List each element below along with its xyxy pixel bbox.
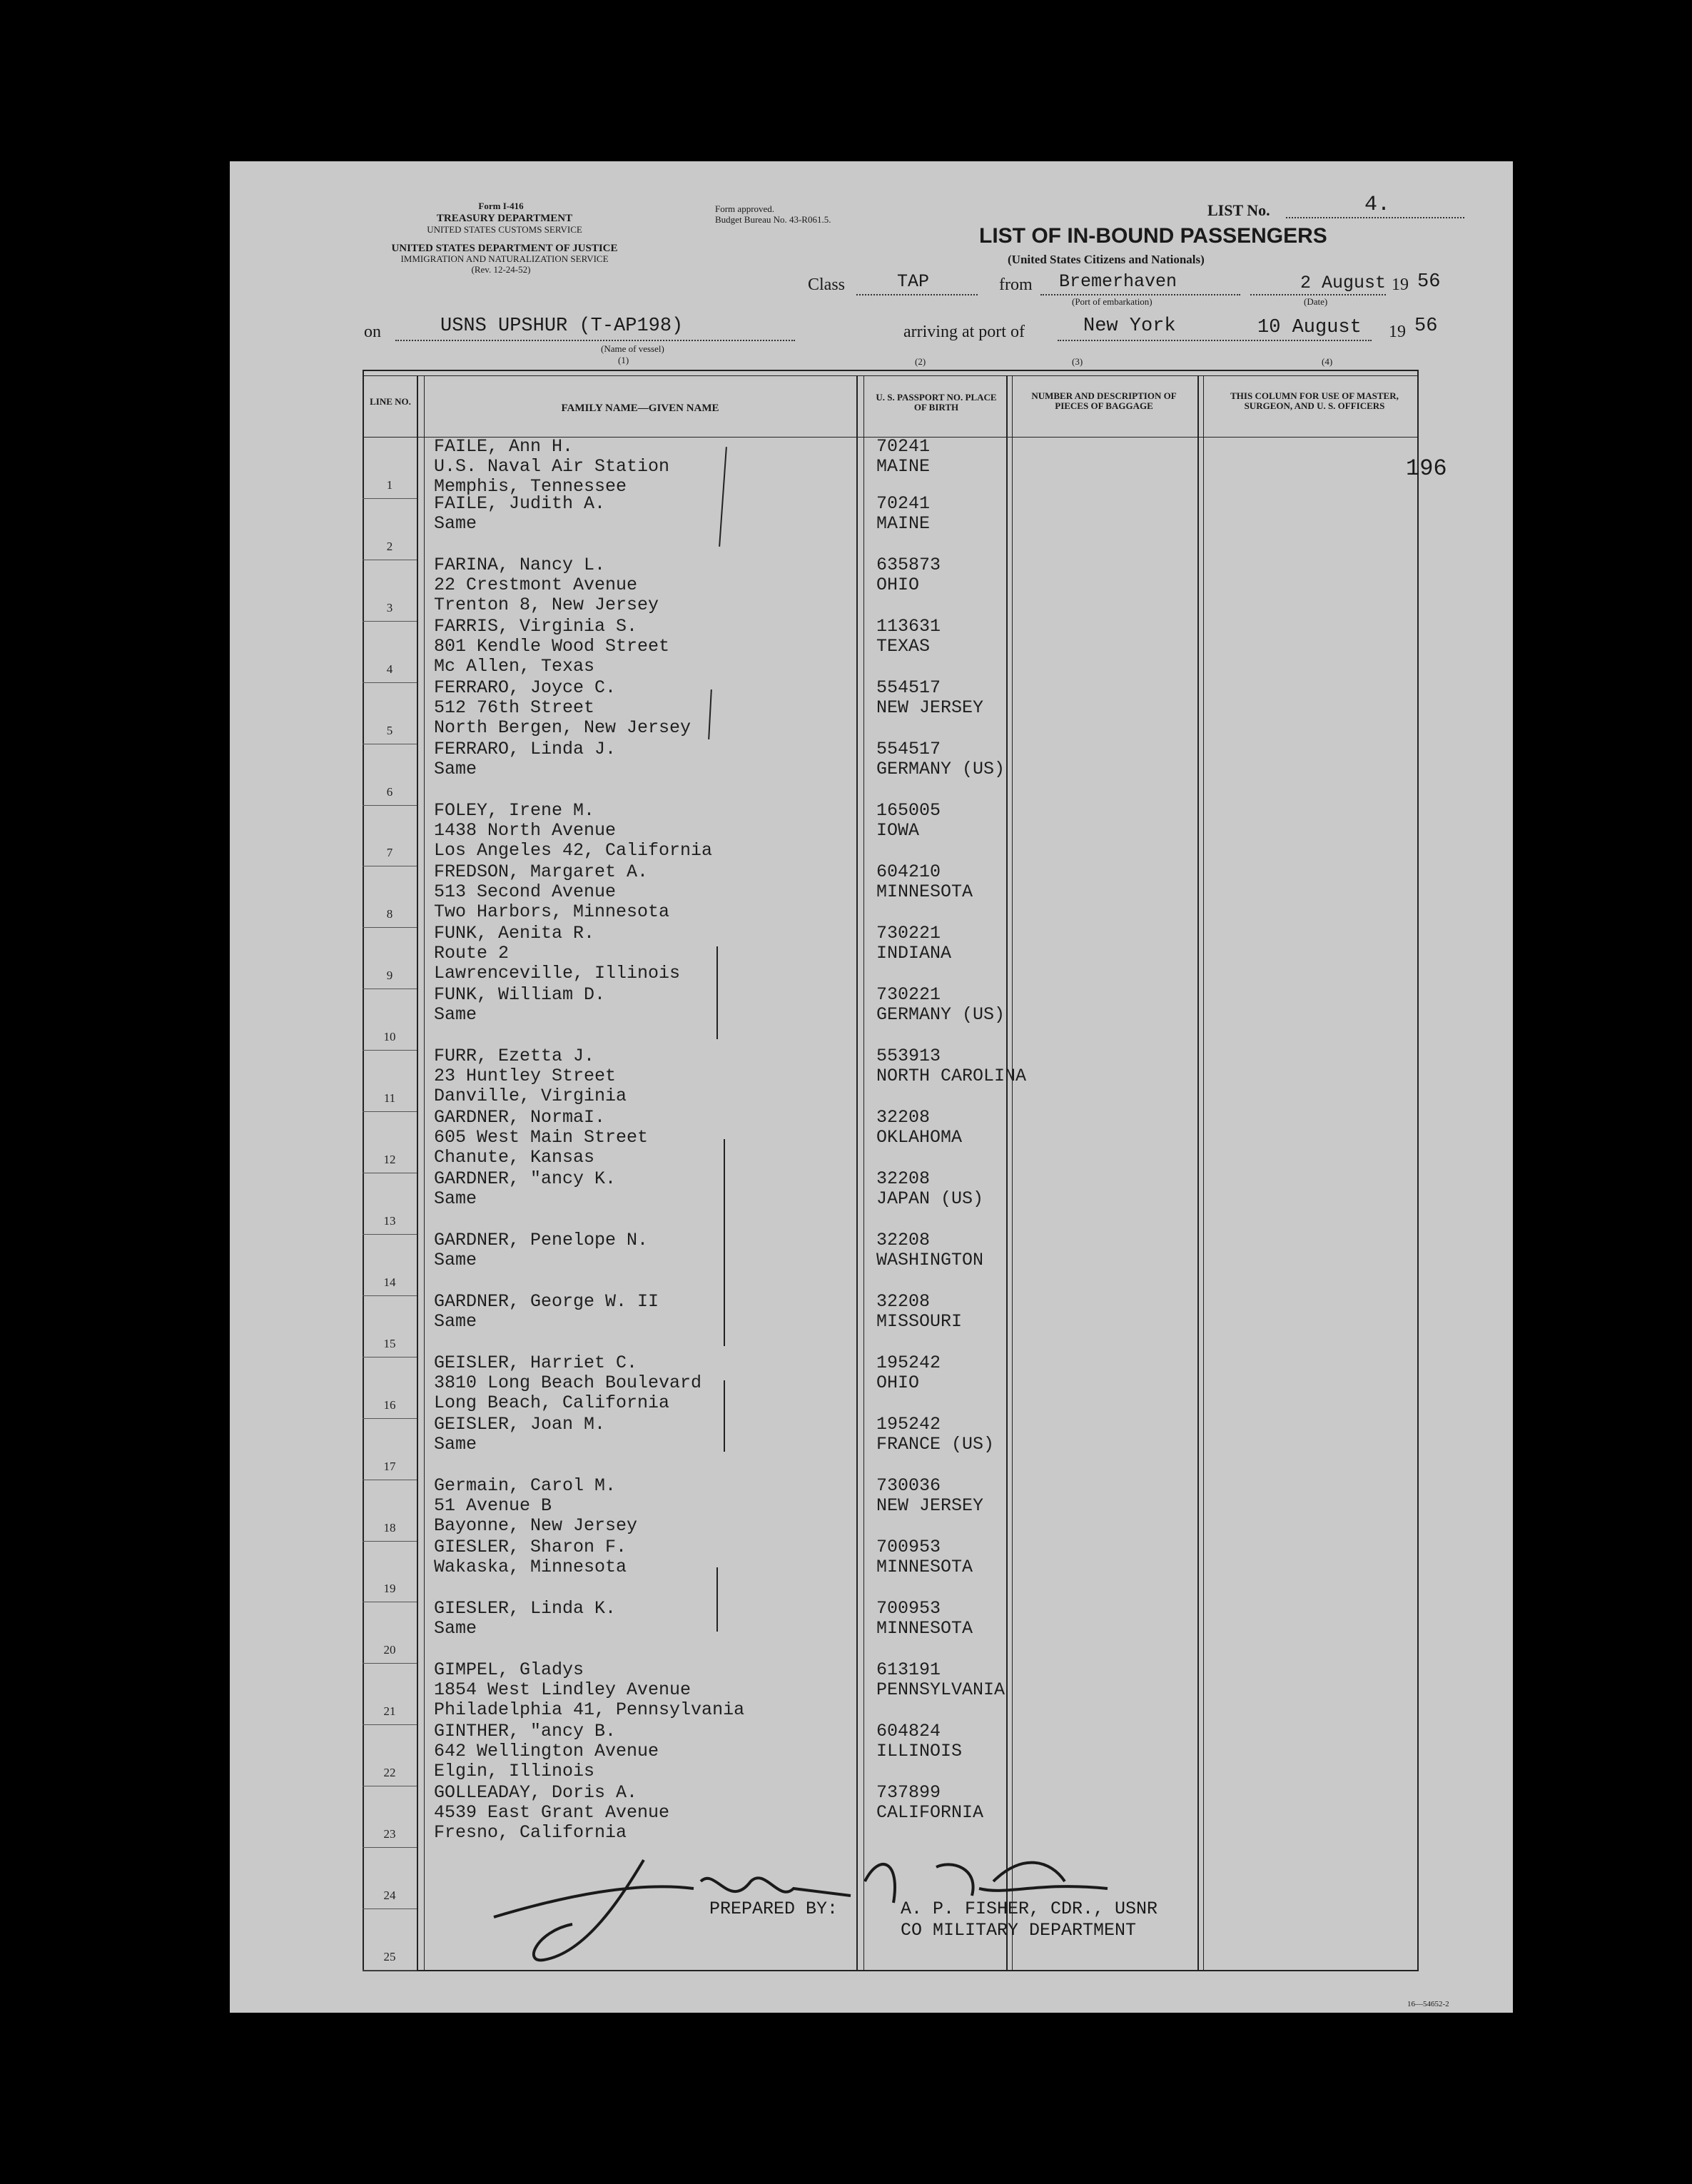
passenger-name: FOLEY, Irene M. xyxy=(434,800,595,821)
line-number: 19 xyxy=(383,1582,396,1596)
passenger-address-line1: 605 West Main Street xyxy=(434,1127,649,1148)
arrival-year-prefix: 19 xyxy=(1389,323,1406,341)
line-number: 9 xyxy=(386,969,393,983)
line-separator xyxy=(363,1970,417,1971)
passenger-address-line1: Same xyxy=(434,1250,477,1270)
line-number: 21 xyxy=(383,1704,396,1719)
passenger-name: GARDNER, George W. II xyxy=(434,1291,659,1312)
prepared-by-name: A. P. FISHER, CDR., USNR xyxy=(901,1899,1158,1919)
passenger-address-line1: Same xyxy=(434,1188,477,1209)
passenger-address-line1: U.S. Naval Air Station xyxy=(434,456,670,477)
budget-bureau: Budget Bureau No. 43-R061.5. xyxy=(715,214,831,225)
passenger-address-line2: Philadelphia 41, Pennsylvania xyxy=(434,1699,745,1720)
line-number: 17 xyxy=(383,1459,396,1473)
embarkation-port: Bremerhaven xyxy=(1059,271,1177,292)
passenger-name: FAILE, Judith A. xyxy=(434,493,606,514)
passenger-name: FERRARO, Linda J. xyxy=(434,739,617,759)
passenger-address-line1: 512 76th Street xyxy=(434,697,595,718)
line-separator xyxy=(363,1050,417,1051)
passenger-address-line2: Elgin, Illinois xyxy=(434,1761,595,1781)
place-of-birth: JAPAN (US) xyxy=(876,1188,984,1209)
passenger-name: FARINA, Nancy L. xyxy=(434,555,606,575)
arrival-port: New York xyxy=(1083,315,1176,337)
embark-year: 56 xyxy=(1417,271,1441,293)
passenger-address-line1: 1438 North Avenue xyxy=(434,820,617,841)
passenger-name: FUNK, Aenita R. xyxy=(434,923,595,944)
passenger-address-line1: 1854 West Lindley Avenue xyxy=(434,1679,692,1700)
place-of-birth: GERMANY (US) xyxy=(876,1004,1005,1025)
passenger-name: GIMPEL, Gladys xyxy=(434,1659,584,1680)
line-separator xyxy=(363,1418,417,1419)
line-number: 13 xyxy=(383,1213,396,1228)
line-separator xyxy=(363,1724,417,1725)
passenger-name: GIESLER, Sharon F. xyxy=(434,1537,627,1557)
line-number: 20 xyxy=(383,1643,396,1657)
place-of-birth: NORTH CAROLINA xyxy=(876,1066,1027,1086)
passport-number: 700953 xyxy=(876,1537,941,1557)
place-of-birth: CALIFORNIA xyxy=(876,1802,984,1823)
passenger-name: GARDNER, Penelope N. xyxy=(434,1230,649,1250)
passenger-name: GINTHER, "ancy B. xyxy=(434,1721,617,1741)
prepared-by-label: PREPARED BY: xyxy=(709,1899,839,1919)
place-of-birth: OHIO xyxy=(876,575,920,595)
line-number: 3 xyxy=(386,600,393,615)
treasury-dept: TREASURY DEPARTMENT xyxy=(436,213,573,224)
passenger-address-line2: Los Angeles 42, California xyxy=(434,840,713,861)
list-no-value: 4. xyxy=(1364,193,1391,217)
line-number: 15 xyxy=(383,1336,396,1350)
passenger-name: Germain, Carol M. xyxy=(434,1475,617,1496)
passenger-name: GEISLER, Harriet C. xyxy=(434,1353,638,1373)
line-number: 22 xyxy=(383,1766,396,1780)
passenger-name: GIESLER, Linda K. xyxy=(434,1598,617,1619)
place-of-birth: ILLINOIS xyxy=(876,1741,963,1761)
place-of-birth: WASHINGTON xyxy=(876,1250,984,1270)
date-caption: (Date) xyxy=(1304,296,1328,307)
customs-service: UNITED STATES CUSTOMS SERVICE xyxy=(427,224,582,235)
place-of-birth: GERMANY (US) xyxy=(876,759,1005,779)
passenger-address-line1: Same xyxy=(434,1434,477,1455)
line-separator xyxy=(363,927,417,928)
passenger-list-form xyxy=(230,161,1513,2013)
line-separator xyxy=(363,1357,417,1358)
list-no-label: LIST No. xyxy=(1207,201,1270,219)
embarkation-date: 2 August xyxy=(1300,273,1387,293)
page-title: LIST OF IN-BOUND PASSENGERS xyxy=(979,224,1327,248)
passenger-table-body xyxy=(363,437,1419,1970)
officer-note: 196 xyxy=(1406,455,1447,482)
header-officers: THIS COLUMN FOR USE OF MASTER, SURGEON, AND U. S. OFFICERS xyxy=(1230,390,1399,411)
line-separator xyxy=(363,621,417,622)
arrival-date: 10 August xyxy=(1257,317,1362,338)
passenger-address-line1: 3810 Long Beach Boulevard xyxy=(434,1372,702,1393)
passenger-address-line2: North Bergen, New Jersey xyxy=(434,717,692,738)
line-number: 4 xyxy=(386,662,393,676)
line-number: 11 xyxy=(383,1091,396,1106)
line-number: 23 xyxy=(383,1827,396,1841)
header-line-no: LINE NO. xyxy=(370,396,411,407)
passport-number: 32208 xyxy=(876,1230,931,1250)
pen-bracket-mark xyxy=(724,1380,725,1452)
passenger-address-line2: Chanute, Kansas xyxy=(434,1147,595,1168)
passenger-address-line2: Danville, Virginia xyxy=(434,1086,627,1106)
arrival-year: 56 xyxy=(1414,315,1438,337)
passenger-address-line2: Lawrenceville, Illinois xyxy=(434,963,681,984)
place-of-birth: PENNSYLVANIA xyxy=(876,1679,1005,1700)
form-number: Form I-416 xyxy=(478,201,524,211)
port-caption: (Port of embarkation) xyxy=(1072,296,1153,307)
class-label: Class xyxy=(808,275,846,294)
header-name: FAMILY NAME—GIVEN NAME xyxy=(561,403,719,414)
line-number: 5 xyxy=(386,723,393,737)
passenger-address-line1: 23 Huntley Street xyxy=(434,1066,617,1086)
passport-number: 635873 xyxy=(876,555,941,575)
line-separator xyxy=(363,1111,417,1112)
passenger-address-line2: Memphis, Tennessee xyxy=(434,476,627,497)
class-value: TAP xyxy=(897,271,930,292)
passenger-address-line1: Same xyxy=(434,1004,477,1025)
line-number: 12 xyxy=(383,1153,396,1167)
line-number: 16 xyxy=(383,1397,396,1412)
place-of-birth: NEW JERSEY xyxy=(876,1495,984,1516)
passport-number: 730221 xyxy=(876,923,941,944)
passport-number: 554517 xyxy=(876,677,941,698)
passenger-address-line1: Route 2 xyxy=(434,943,510,964)
vessel-name: USNS UPSHUR (T-AP198) xyxy=(440,315,684,337)
passenger-address-line1: Wakaska, Minnesota xyxy=(434,1557,627,1577)
line-separator xyxy=(363,498,417,499)
passenger-address-line2: Trenton 8, New Jersey xyxy=(434,595,659,615)
passenger-name: FARRIS, Virginia S. xyxy=(434,616,638,637)
passenger-address-line1: Same xyxy=(434,1311,477,1332)
passport-number: 195242 xyxy=(876,1353,941,1373)
line-separator xyxy=(363,682,417,683)
passport-number: 113631 xyxy=(876,616,941,637)
passenger-address-line1: Same xyxy=(434,759,477,779)
passport-number: 700953 xyxy=(876,1598,941,1619)
passport-number: 70241 xyxy=(876,436,931,457)
line-separator xyxy=(363,1847,417,1848)
passport-number: 554517 xyxy=(876,739,941,759)
place-of-birth: MISSOURI xyxy=(876,1311,963,1332)
place-of-birth: MINNESOTA xyxy=(876,1557,973,1577)
place-of-birth: MAINE xyxy=(876,456,931,477)
handwritten-signature xyxy=(480,1839,1122,1981)
pen-bracket-mark xyxy=(716,946,718,1039)
passenger-name: FERRARO, Joyce C. xyxy=(434,677,617,698)
passport-number: 613191 xyxy=(876,1659,941,1680)
line-separator xyxy=(363,1295,417,1296)
form-approved: Form approved. xyxy=(715,203,775,214)
passenger-address-line1: 4539 East Grant Avenue xyxy=(434,1802,670,1823)
passenger-address-line2: Mc Allen, Texas xyxy=(434,656,595,677)
passport-number: 730036 xyxy=(876,1475,941,1496)
line-number: 25 xyxy=(383,1950,396,1963)
line-separator xyxy=(363,805,417,806)
vessel-caption: (Name of vessel) xyxy=(601,343,664,354)
passenger-name: GARDNER, NormaI. xyxy=(434,1107,606,1128)
place-of-birth: TEXAS xyxy=(876,636,931,657)
passport-number: 32208 xyxy=(876,1107,931,1128)
justice-dept: UNITED STATES DEPARTMENT OF JUSTICE xyxy=(391,243,618,254)
form-print-code: 16—54652-2 xyxy=(1407,2000,1449,2008)
passenger-address-line1: Same xyxy=(434,1618,477,1639)
place-of-birth: OKLAHOMA xyxy=(876,1127,963,1148)
header-baggage: NUMBER AND DESCRIPTION OF PIECES OF BAGGAGE xyxy=(1031,390,1177,411)
place-of-birth: MINNESOTA xyxy=(876,1618,973,1639)
passport-number: 195242 xyxy=(876,1414,941,1435)
prepared-by-title: CO MILITARY DEPARTMENT xyxy=(901,1920,1137,1941)
passenger-address-line1: 513 Second Avenue xyxy=(434,881,617,902)
place-of-birth: IOWA xyxy=(876,820,920,841)
passport-number: 70241 xyxy=(876,493,931,514)
form-revision: (Rev. 12-24-52) xyxy=(471,264,531,275)
line-number: 8 xyxy=(386,907,393,921)
passenger-name: FAILE, Ann H. xyxy=(434,436,574,457)
vessel-col-num: (1) xyxy=(618,355,629,365)
line-number: 2 xyxy=(386,539,393,553)
passenger-address-line2: Bayonne, New Jersey xyxy=(434,1515,638,1536)
passport-number: 604210 xyxy=(876,861,941,882)
passport-number: 730221 xyxy=(876,984,941,1005)
col3-number: (3) xyxy=(1072,356,1083,367)
line-separator xyxy=(363,1541,417,1542)
place-of-birth: FRANCE (US) xyxy=(876,1434,995,1455)
from-label: from xyxy=(999,275,1033,294)
passenger-address-line1: 801 Kendle Wood Street xyxy=(434,636,670,657)
place-of-birth: NEW JERSEY xyxy=(876,697,984,718)
passport-number: 553913 xyxy=(876,1046,941,1066)
passenger-name: FUNK, William D. xyxy=(434,984,606,1005)
passenger-name: GARDNER, "ancy K. xyxy=(434,1168,617,1189)
passenger-address-line1: Same xyxy=(434,513,477,534)
passenger-name: FREDSON, Margaret A. xyxy=(434,861,649,882)
passport-number: 165005 xyxy=(876,800,941,821)
line-separator xyxy=(363,1663,417,1664)
header-passport: U. S. PASSPORT NO. PLACE OF BIRTH xyxy=(876,392,997,413)
line-number: 18 xyxy=(383,1520,396,1535)
pen-bracket-mark xyxy=(724,1139,725,1346)
line-number: 6 xyxy=(386,784,393,799)
passenger-address-line2: Long Beach, California xyxy=(434,1392,670,1413)
passenger-address-line1: 51 Avenue B xyxy=(434,1495,552,1516)
col4-number: (4) xyxy=(1322,356,1333,367)
place-of-birth: INDIANA xyxy=(876,943,952,964)
passenger-name: GOLLEADAY, Doris A. xyxy=(434,1782,638,1803)
place-of-birth: OHIO xyxy=(876,1372,920,1393)
passenger-address-line1: 22 Crestmont Avenue xyxy=(434,575,638,595)
line-number: 7 xyxy=(386,846,393,860)
line-number: 14 xyxy=(383,1275,396,1289)
passport-number: 604824 xyxy=(876,1721,941,1741)
passenger-address-line2: Fresno, California xyxy=(434,1822,627,1843)
passenger-address-line2: Two Harbors, Minnesota xyxy=(434,901,670,922)
passenger-name: FURR, Ezetta J. xyxy=(434,1046,595,1066)
passport-number: 32208 xyxy=(876,1291,931,1312)
line-number: 24 xyxy=(383,1889,396,1903)
pen-bracket-mark xyxy=(716,1567,718,1632)
line-number: 1 xyxy=(386,477,393,492)
embark-year-prefix: 19 xyxy=(1392,275,1409,294)
place-of-birth: MINNESOTA xyxy=(876,881,973,902)
passenger-name: GEISLER, Joan M. xyxy=(434,1414,606,1435)
ins-service: IMMIGRATION AND NATURALIZATION SERVICE xyxy=(400,253,609,264)
arriving-label: arriving at port of xyxy=(903,323,1025,341)
line-number: 10 xyxy=(383,1030,396,1044)
passport-number: 737899 xyxy=(876,1782,941,1803)
passport-number: 32208 xyxy=(876,1168,931,1189)
page-subtitle: (United States Citizens and Nationals) xyxy=(1008,253,1205,266)
on-label: on xyxy=(364,323,381,341)
place-of-birth: MAINE xyxy=(876,513,931,534)
col2-number: (2) xyxy=(915,356,926,367)
passenger-address-line1: 642 Wellington Avenue xyxy=(434,1741,659,1761)
line-separator xyxy=(363,1234,417,1235)
